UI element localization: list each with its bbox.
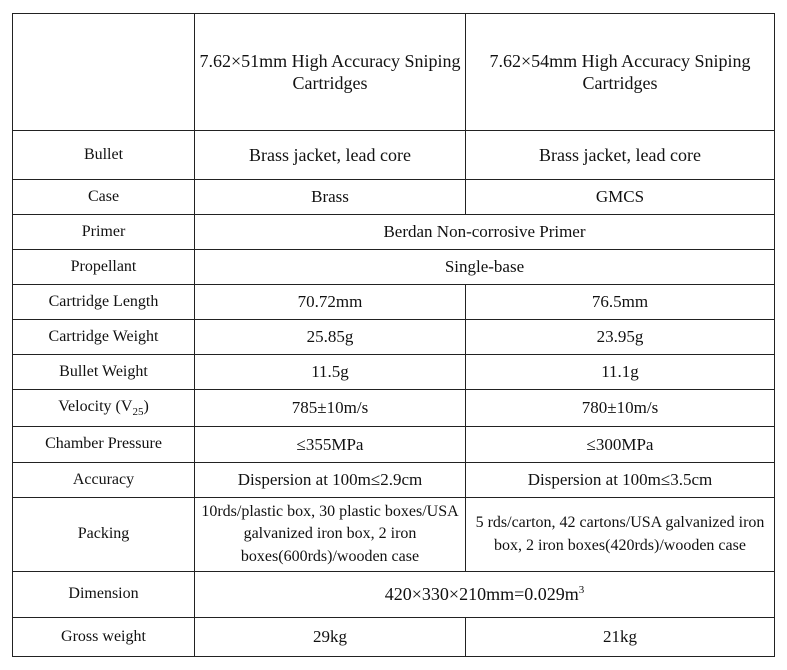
cell-col1: Brass	[195, 180, 466, 215]
row-accuracy	[13, 463, 775, 498]
row-packing	[13, 498, 775, 572]
cell-col1: 11.5g	[195, 355, 466, 390]
dimension-superscript: 3	[578, 584, 585, 597]
header-col1: 7.62×51mm High Accuracy Sniping Cartridges	[195, 14, 466, 131]
cell-col2: 23.95g	[466, 320, 775, 355]
row-bullet	[13, 131, 775, 180]
row-propellant	[13, 250, 775, 285]
row-label: Propellant	[13, 250, 195, 285]
header-empty-cell	[13, 14, 195, 131]
velocity-label-subscript: 25	[132, 405, 144, 418]
dimension-value: 420×330×210mm=0.029m	[384, 584, 579, 605]
cell-col2: GMCS	[466, 180, 775, 215]
row-label: Bullet Weight	[13, 355, 195, 390]
row-label: Cartridge Length	[13, 285, 195, 320]
row-chamber-pressure	[13, 427, 775, 463]
cell-col2: 5 rds/carton, 42 cartons/USA galvanized iron box, 2 iron boxes(420rds)/wooden case	[466, 498, 775, 572]
row-velocity	[13, 390, 775, 427]
row-cartridge-weight	[13, 320, 775, 355]
cell-col2: 780±10m/s	[466, 390, 775, 427]
cell-merged: Single-base	[195, 250, 775, 285]
row-label: Primer	[13, 215, 195, 250]
header-row	[13, 14, 775, 131]
spec-table	[12, 13, 775, 657]
row-label: Packing	[13, 498, 195, 572]
header-col2: 7.62×54mm High Accuracy Sniping Cartridges	[466, 14, 775, 131]
row-label: Case	[13, 180, 195, 215]
cell-col2: 76.5mm	[466, 285, 775, 320]
velocity-label-end: )	[143, 397, 149, 415]
cell-col1: Brass jacket, lead core	[195, 131, 466, 180]
row-dimension	[13, 572, 775, 618]
velocity-label-text: Velocity (V	[58, 397, 133, 415]
row-label: Cartridge Weight	[13, 320, 195, 355]
row-case	[13, 180, 775, 215]
cell-col2: ≤300MPa	[466, 427, 775, 463]
row-gross-weight	[13, 618, 775, 657]
cell-col2: 21kg	[466, 618, 775, 657]
cell-col1: Dispersion at 100m≤2.9cm	[195, 463, 466, 498]
row-label: Gross weight	[13, 618, 195, 657]
row-cartridge-length	[13, 285, 775, 320]
cell-merged	[195, 572, 775, 618]
cell-col2: 11.1g	[466, 355, 775, 390]
row-label: Chamber Pressure	[13, 427, 195, 463]
cell-col1: 70.72mm	[195, 285, 466, 320]
cell-col2: Brass jacket, lead core	[466, 131, 775, 180]
row-primer	[13, 215, 775, 250]
cell-col1: ≤355MPa	[195, 427, 466, 463]
cell-col1: 29kg	[195, 618, 466, 657]
row-label: Dimension	[13, 572, 195, 618]
cell-col1: 785±10m/s	[195, 390, 466, 427]
row-label: Bullet	[13, 131, 195, 180]
cell-col2: Dispersion at 100m≤3.5cm	[466, 463, 775, 498]
cell-merged: Berdan Non-corrosive Primer	[195, 215, 775, 250]
cell-col1: 10rds/plastic box, 30 plastic boxes/USA galvanized iron box, 2 iron boxes(600rds)/wooden case	[195, 498, 466, 572]
row-bullet-weight	[13, 355, 775, 390]
row-label	[13, 390, 195, 427]
row-label: Accuracy	[13, 463, 195, 498]
cell-col1: 25.85g	[195, 320, 466, 355]
